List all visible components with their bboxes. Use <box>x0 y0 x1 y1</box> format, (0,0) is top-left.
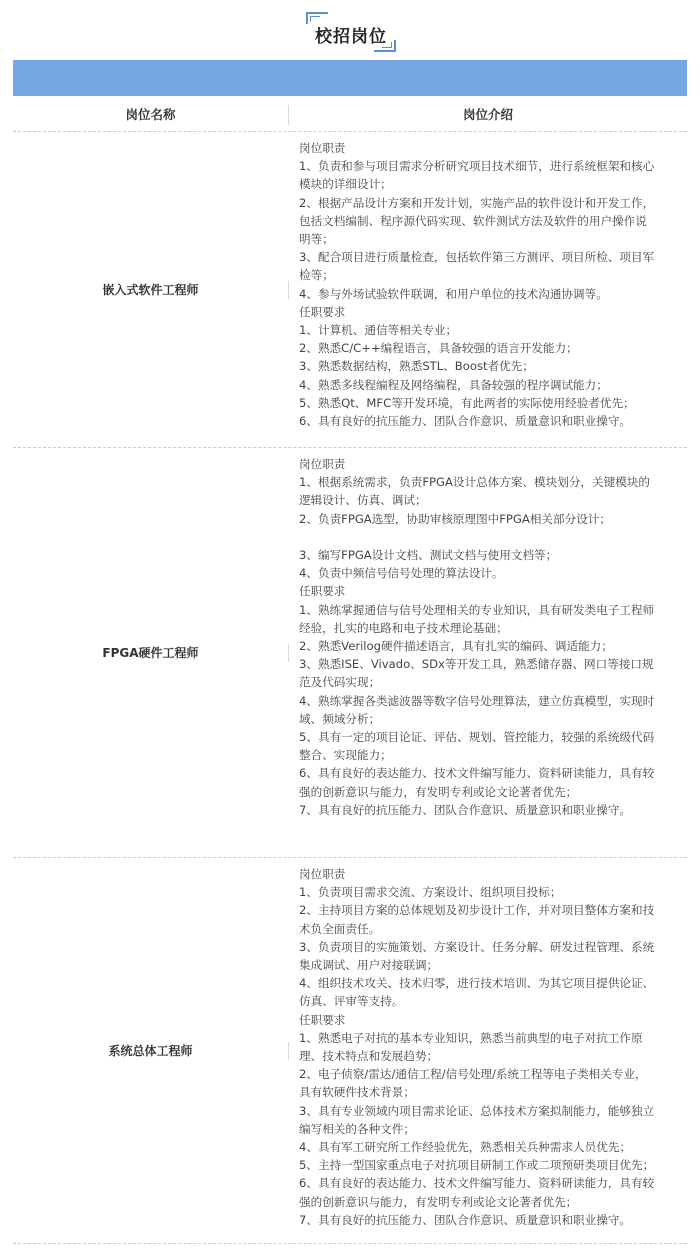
description-line: 术负全面责任。 <box>299 921 381 936</box>
description-line: 岗位职责 <box>299 141 346 155</box>
description-line: 7、具有良好的抗压能力、团队合作意识、质量意识和职业操守。 <box>299 802 632 817</box>
description-line: 3、具有专业领域内项目需求论证、总体技术方案拟制能力，能够独立 <box>299 1103 655 1118</box>
description-line: 仿真、评审等支持。 <box>299 994 404 1009</box>
description-line: 任职要求 <box>299 584 346 599</box>
description-line: 模块的详细设计； <box>299 177 392 192</box>
description-line: 1、熟悉电子对抗的基本专业知识，熟悉当前典型的电子对抗工作原 <box>299 1030 643 1045</box>
title-area <box>0 0 700 60</box>
description-line: 任职要求 <box>299 1012 346 1027</box>
description-line: 理、技术特点和发展趋势； <box>299 1049 439 1064</box>
description-line: 2、根据产品设计方案和开发计划，实施产品的软件设计和开发工作， <box>299 195 655 210</box>
table-row <box>13 858 687 1244</box>
description-line: 3、负责项目的实施策划、方案设计、任务分解、研发过程管理、系统 <box>299 939 655 954</box>
description-line: 1、计算机、通信等相关专业； <box>299 323 458 338</box>
description-line: 6、具有良好的表达能力、技术文件编写能力、资料研读能力，具有较 <box>299 766 655 781</box>
description-line: 6、具有良好的表达能力、技术文件编写能力、资料研读能力，具有较 <box>299 1176 655 1191</box>
description-line: 2、主持项目方案的总体规划及初步设计工作，并对项目整体方案和技 <box>299 903 655 918</box>
description-line: 4、组织技术攻关、技术归零，进行技术培训、为其它项目提供论证、 <box>299 976 655 991</box>
header-position-desc: 岗位介绍 <box>462 107 513 122</box>
description-line: 7、具有良好的抗压能力、团队合作意识、质量意识和职业操守。 <box>299 1212 632 1227</box>
table-row <box>13 132 687 448</box>
title-frame <box>306 12 396 52</box>
position-name: 系统总体工程师 <box>108 1044 193 1058</box>
description-line: 2、熟悉Verilog硬件描述语言，具有扎实的编码、调适能力； <box>299 639 613 654</box>
description-line: 4、具有军工研究所工作经验优先，熟悉相关兵种需求人员优先； <box>299 1140 632 1155</box>
description-line: 6、具有良好的抗压能力、团队合作意识、质量意识和职业操守。 <box>299 414 632 429</box>
description-line: 岗位职责 <box>299 867 346 881</box>
table-row <box>13 448 687 858</box>
position-description <box>299 139 685 430</box>
table-header <box>13 96 687 132</box>
description-line: 岗位职责 <box>299 457 346 471</box>
description-line: 1、根据系统需求，负责FPGA设计总体方案、模块划分，关键模块的 <box>299 475 650 490</box>
description-line: 域、频域分析； <box>299 711 381 726</box>
row-divider <box>288 644 289 662</box>
page-title: 校招岗位 <box>315 27 387 47</box>
description-line: 3、编写FPGA设计文档、测试文档与使用文档等； <box>299 548 558 562</box>
description-line: 范及代码实现； <box>299 675 381 690</box>
description-line: 经验，扎实的电路和电子技术理论基础； <box>299 620 508 635</box>
blank-line <box>299 528 685 546</box>
description-line: 强的创新意识与能力，有发明专利或论文论著者优先； <box>299 784 578 799</box>
description-line: 4、负责中频信号信号处理的算法设计。 <box>299 566 504 581</box>
blue-banner-bar <box>13 60 687 96</box>
description-line: 明等； <box>299 232 334 247</box>
description-line: 整合、实现能力； <box>299 748 392 763</box>
description-line: 逻辑设计、仿真、调试； <box>299 493 427 508</box>
description-line: 具有软硬件技术背景； <box>299 1085 415 1100</box>
description-line: 2、电子侦察/雷达/通信工程/信号处理/系统工程等电子类相关专业， <box>299 1067 647 1082</box>
position-name: FPGA硬件工程师 <box>102 646 199 660</box>
description-line: 检等； <box>299 268 334 283</box>
description-line: 5、熟悉Qt、MFC等开发环境，有此两者的实际使用经验者优先； <box>299 395 635 410</box>
description-line: 3、熟悉数据结构，熟悉STL、Boost者优先； <box>299 359 534 374</box>
description-line: 4、参与外场试验软件联调，和用户单位的技术沟通协调等。 <box>299 286 608 301</box>
description-line: 5、具有一定的项目论证、评估、规划、管控能力，较强的系统级代码 <box>299 730 655 745</box>
description-line: 2、熟悉C/C++编程语言，具备较强的语言开发能力； <box>299 341 578 356</box>
description-line: 1、负责和参与项目需求分析研究项目技术细节，进行系统框架和核心 <box>299 159 655 174</box>
description-line: 1、负责项目需求交流、方案设计、组织项目投标； <box>299 885 562 900</box>
position-description <box>299 865 685 1229</box>
description-line: 强的创新意识与能力，有发明专利或论文论著者优先； <box>299 1194 578 1209</box>
description-line: 集成调试、用户对接联调； <box>299 958 439 973</box>
description-line: 5、主持一型国家重点电子对抗项目研制工作或二项预研类项目优先； <box>299 1158 655 1173</box>
description-line: 1、熟练掌握通信与信号处理相关的专业知识，具有研发类电子工程师 <box>299 602 655 617</box>
position-name: 嵌入式软件工程师 <box>102 283 199 297</box>
description-line: 2、负责FPGA选型，协助审核原理图中FPGA相关部分设计； <box>299 511 611 526</box>
description-line: 4、熟悉多线程编程及网络编程，具备较强的程序调试能力； <box>299 377 608 392</box>
position-description <box>299 455 685 819</box>
description-line: 4、熟练掌握各类滤波器等数字信号处理算法，建立仿真模型，实现时 <box>299 693 655 708</box>
description-line: 包括文档编制、程序源代码实现、软件测试方法及软件的用户操作说 <box>299 213 647 228</box>
description-line: 任职要求 <box>299 304 346 319</box>
description-line: 3、配合项目进行质量检查，包括软件第三方测评、项目所检、项目军 <box>299 250 655 265</box>
row-divider <box>288 281 289 299</box>
header-position-name: 岗位名称 <box>125 107 176 122</box>
description-line: 3、熟悉ISE、Vivado、SDx等开发工具，熟悉储存器、网口等接口规 <box>299 657 654 672</box>
row-divider <box>288 1042 289 1060</box>
description-line: 编写相关的各种文件； <box>299 1121 415 1136</box>
